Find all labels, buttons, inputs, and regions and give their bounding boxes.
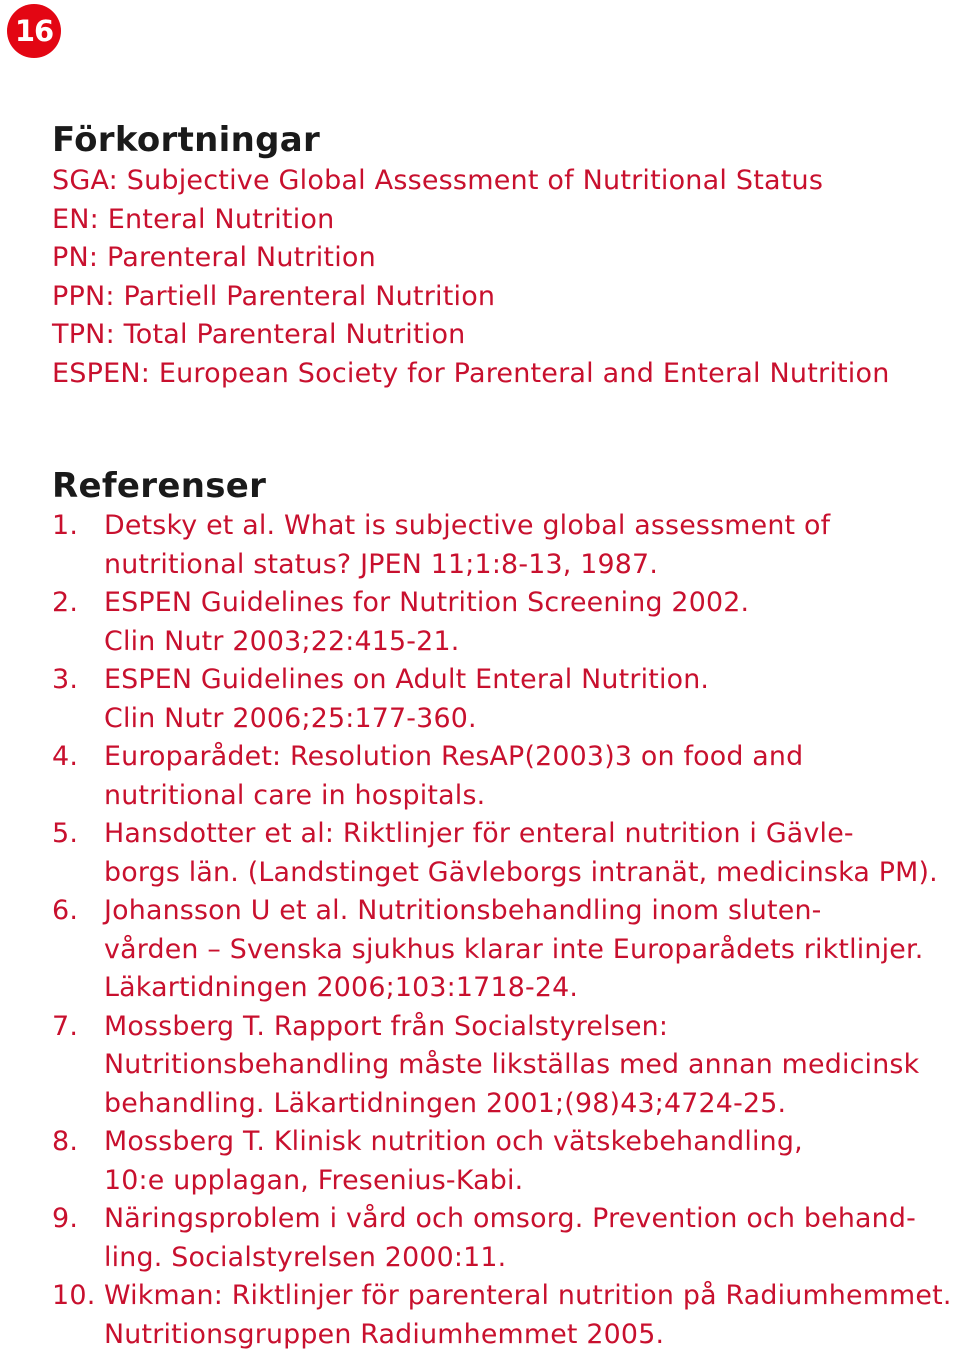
reference-line: Nutritionsbehandling måste likställas med annan medicinsk: [104, 1046, 952, 1085]
abbreviation-item: ESPEN: European Society for Parenteral and Enteral Nutrition: [52, 355, 890, 394]
reference-item: [52, 507, 957, 584]
abbreviation-item: SGA: Subjective Global Assessment of Nutritional Status: [52, 162, 890, 201]
abbreviation-item: EN: Enteral Nutrition: [52, 201, 890, 240]
reference-item: [52, 1008, 957, 1124]
reference-line: nutritional status? JPEN 11;1:8-13, 1987.: [104, 546, 952, 585]
reference-line: Mossberg T. Klinisk nutrition och vätskebehandling,: [104, 1123, 952, 1162]
reference-line: ESPEN Guidelines for Nutrition Screening 2002.: [104, 584, 952, 623]
reference-number: 2.: [52, 584, 104, 661]
reference-text: [104, 1277, 957, 1354]
reference-number: 4.: [52, 738, 104, 815]
reference-item: [52, 815, 957, 892]
reference-item: [52, 1123, 957, 1200]
reference-line: Clin Nutr 2006;25:177-360.: [104, 700, 952, 739]
reference-line: ling. Socialstyrelsen 2000:11.: [104, 1239, 952, 1278]
reference-number: 3.: [52, 661, 104, 738]
reference-line: Mossberg T. Rapport från Socialstyrelsen:: [104, 1008, 952, 1047]
reference-number: 7.: [52, 1008, 104, 1124]
reference-line: Detsky et al. What is subjective global assessment of: [104, 507, 952, 546]
reference-line: 10:e upplagan, Fresenius-Kabi.: [104, 1162, 952, 1201]
reference-line: Näringsproblem i vård och omsorg. Prevention och behand-: [104, 1200, 952, 1239]
reference-line: Hansdotter et al: Riktlinjer för enteral nutrition i Gävle-: [104, 815, 952, 854]
reference-item: [52, 892, 957, 1008]
reference-line: vården – Svenska sjukhus klarar inte Europarådets riktlinjer.: [104, 931, 952, 970]
page-number-badge: 16: [7, 4, 61, 58]
abbreviation-item: TPN: Total Parenteral Nutrition: [52, 316, 890, 355]
reference-text: [104, 507, 957, 584]
reference-line: borgs län. (Landstinget Gävleborgs intranät, medicinska PM).: [104, 854, 952, 893]
reference-number: 5.: [52, 815, 104, 892]
abbreviation-item: PPN: Partiell Parenteral Nutrition: [52, 278, 890, 317]
reference-number: 10.: [52, 1277, 104, 1354]
reference-line: Wikman: Riktlinjer för parenteral nutrition på Radiumhemmet.: [104, 1277, 952, 1316]
abbreviations-heading: Förkortningar: [52, 120, 320, 160]
reference-line: Nutritionsgruppen Radiumhemmet 2005.: [104, 1316, 952, 1354]
reference-number: 6.: [52, 892, 104, 1008]
reference-text: [104, 1123, 957, 1200]
references-heading: Referenser: [52, 466, 266, 506]
reference-number: 8.: [52, 1123, 104, 1200]
reference-line: Europarådet: Resolution ResAP(2003)3 on food and: [104, 738, 952, 777]
reference-text: [104, 1200, 957, 1277]
reference-line: Clin Nutr 2003;22:415-21.: [104, 623, 952, 662]
reference-item: [52, 1200, 957, 1277]
reference-text: [104, 1008, 957, 1124]
reference-text: [104, 815, 957, 892]
references-list: [52, 507, 957, 1354]
reference-item: [52, 661, 957, 738]
reference-text: [104, 892, 957, 1008]
reference-text: [104, 584, 957, 661]
reference-line: ESPEN Guidelines on Adult Enteral Nutrition.: [104, 661, 952, 700]
reference-line: behandling. Läkartidningen 2001;(98)43;4724-25.: [104, 1085, 952, 1124]
reference-text: [104, 661, 957, 738]
reference-item: [52, 1277, 957, 1354]
abbreviation-item: PN: Parenteral Nutrition: [52, 239, 890, 278]
reference-text: [104, 738, 957, 815]
reference-line: nutritional care in hospitals.: [104, 777, 952, 816]
reference-item: [52, 584, 957, 661]
reference-number: 9.: [52, 1200, 104, 1277]
reference-line: Läkartidningen 2006;103:1718-24.: [104, 969, 952, 1008]
reference-line: Johansson U et al. Nutritionsbehandling inom sluten-: [104, 892, 952, 931]
reference-number: 1.: [52, 507, 104, 584]
reference-item: [52, 738, 957, 815]
abbreviations-list: [52, 162, 890, 393]
